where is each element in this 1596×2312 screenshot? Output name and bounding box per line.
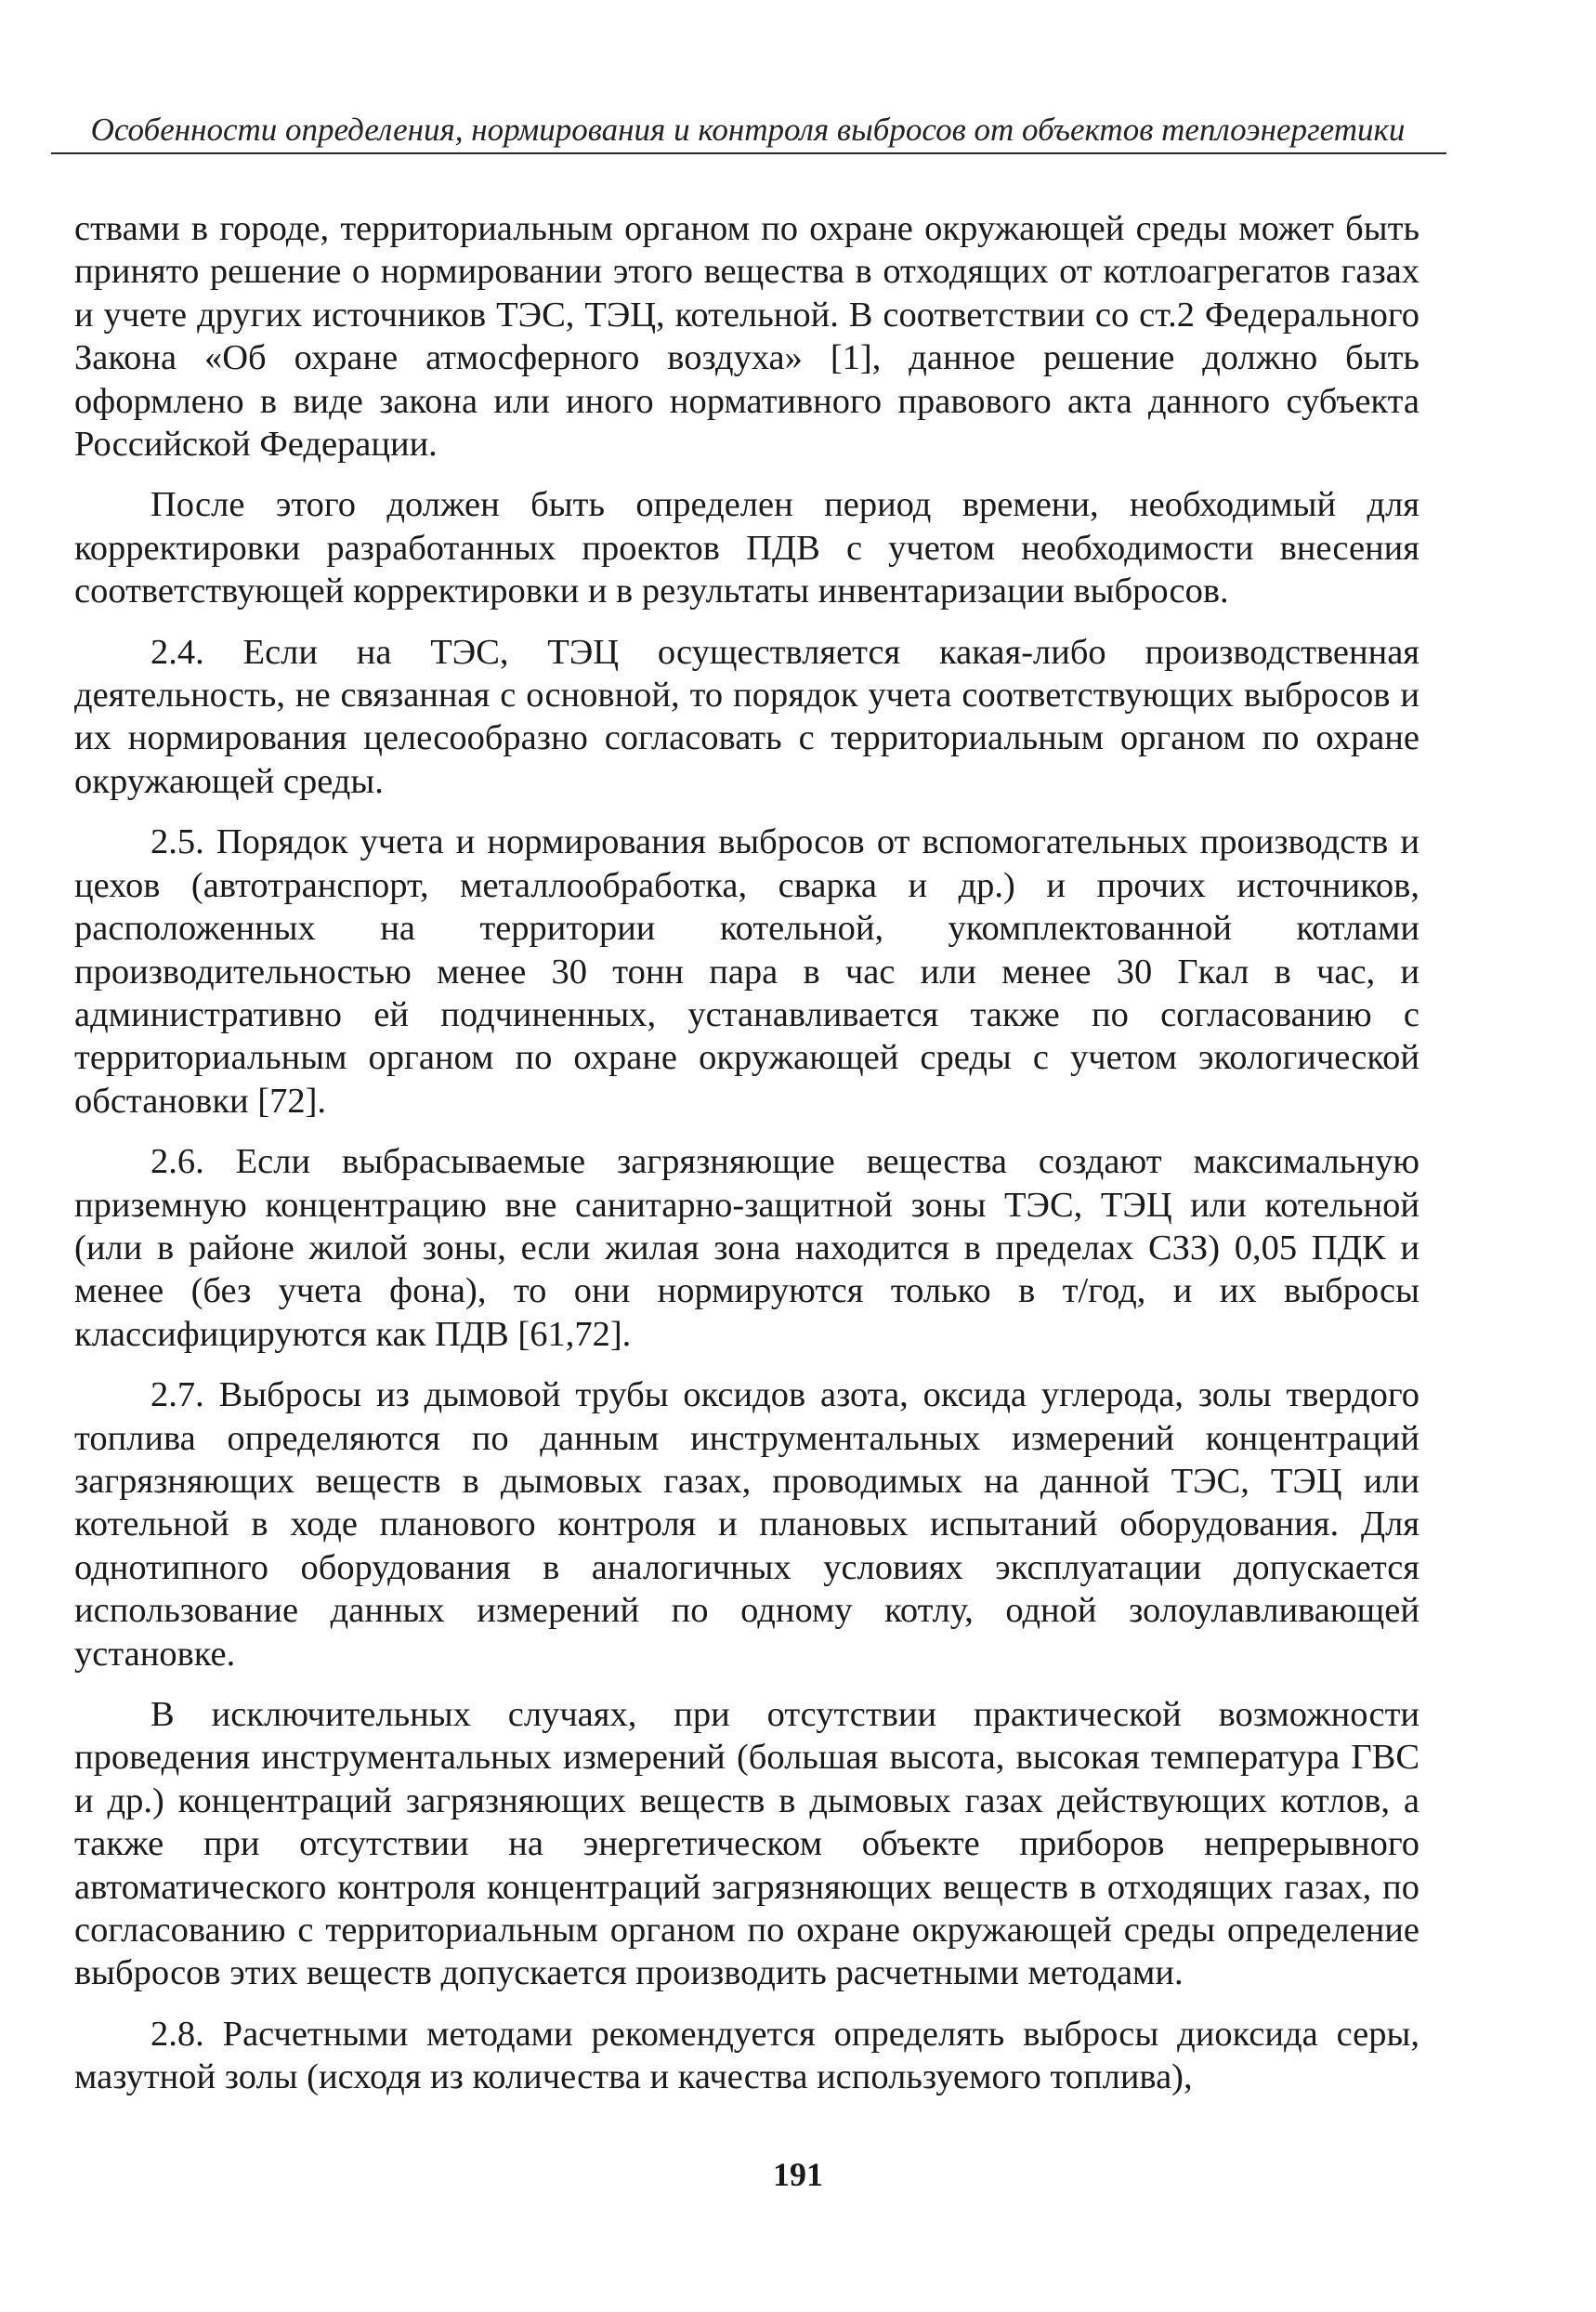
paragraph-2-7: 2.7. Выбросы из дымовой трубы оксидов азота, оксида углерода, золы твердого топлива определяются по данным инструментальных измерений концентраций загрязняющих веществ в дымовых газах, проводимых на данной ТЭС, ТЭЦ или котельной в ходе планового контроля и плановых испытаний оборудования. Для однотипного оборудования в аналогичных условиях эксплуатации допускается использование данных измерений по одному котлу, одной золоулавливающей установке. [74, 1375, 1419, 1674]
running-header: Особенности определения, нормирования и контроля выбросов от объектов теплоэнергетики [90, 112, 1406, 148]
paragraph-2-8: 2.8. Расчетными методами рекомендуется определять выбросы диоксида серы, мазутной золы (исходя из количества и качества используемого топлива), [74, 2014, 1419, 2097]
page-number: 191 [773, 2156, 823, 2193]
paragraph-exceptional-cases: В исключительных случаях, при отсутствии практической возможности проведения инструментальных измерений (большая высота, высокая температура ГВС и др.) концентраций загрязняющих веществ в дымовых газах действующих котлов, а также при отсутствии на энергетическом объекте приборов непрерывного автоматического контроля концентраций загрязняющих веществ в отходящих газах, по согласованию с территориальным органом по охране окружающей среды определение выбросов этих веществ допускается производить расчетными методами. [74, 1695, 1419, 1993]
body-text [74, 207, 1419, 2117]
paragraph-2-6: 2.6. Если выбрасываемые загрязняющие вещества создают максимальную приземную концентрацию вне санитарно-защитной зоны ТЭС, ТЭЦ или котельной (или в районе жилой зоны, если жилая зона находится в пределах СЗЗ) 0,05 ПДК и менее (без учета фона), то они нормируются только в т/год, и их выбросы классифицируются как ПДВ [61,72]. [74, 1142, 1419, 1354]
paragraph-2-4: 2.4. Если на ТЭС, ТЭЦ осуществляется какая-либо производственная деятельность, не связанная с основной, то порядок учета соответствующих выбросов и их нормирования целесообразно согласовать с территориальным органом по охране окружающей среды. [74, 632, 1419, 801]
paragraph-pdv-correction: После этого должен быть определен период времени, необходимый для корректировки разработанных проектов ПДВ с учетом необходимости внесения соответствующей корректировки и в результаты инвентаризации выбросов. [74, 485, 1419, 611]
header-rule [51, 152, 1446, 154]
paragraph-continuation: ствами в городе, территориальным органом по охране окружающей среды может быть принято решение о нормировании этого вещества в отходящих от котлоагрегатов газах и учете других источников ТЭС, ТЭЦ, котельной. В соответствии со ст.2 Федерального Закона «Об охране атмосферного воздуха» [1], данное решение должно быть оформлено в виде закона или иного нормативного правового акта данного субъекта Российской Федерации. [74, 209, 1419, 465]
paragraph-2-5: 2.5. Порядок учета и нормирования выбросов от вспомогательных производств и цехов (автотранспорт, металлообработка, сварка и др.) и прочих источников, расположенных на территории котельной, укомплектованной котлами производительностью менее 30 тонн пара в час или менее 30 Гкал в час, и административно ей подчиненных, устанавливается также по согласованию с территориальным органом по охране окружающей среды с учетом экологической обстановки [72]. [74, 822, 1419, 1121]
